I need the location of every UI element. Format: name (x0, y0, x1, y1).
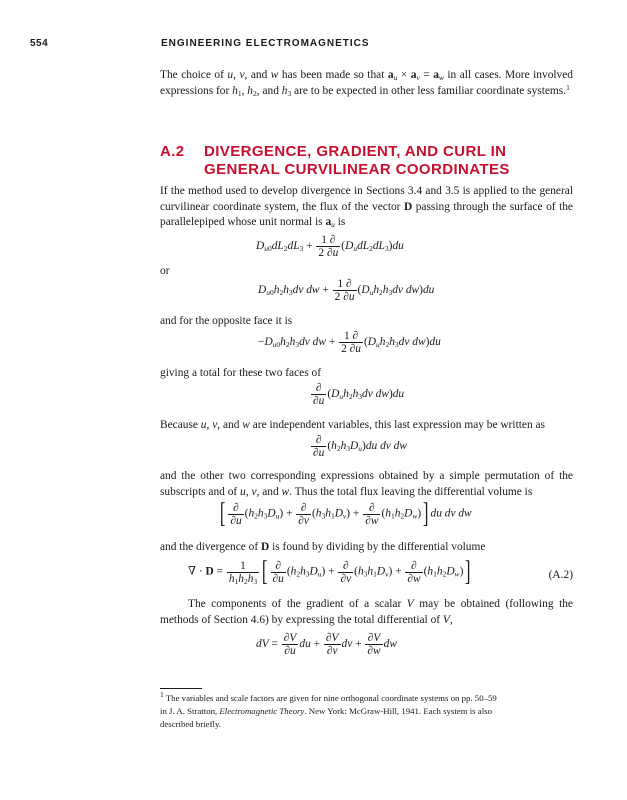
paragraph-text: , and (217, 419, 243, 431)
vector-symbol: D (403, 200, 413, 213)
equation-total-flux: [ $\frac{\partial}{\partial u}$ $(h_2h_3D_u)$ + $\frac{\partial}{\partial v}$ $(h_3h_1D_v)$ + $\frac{\partial}{\partial w}$ $(h_1h_2D_w)$] du dv dw (219, 498, 472, 529)
paragraph-text: Because (160, 419, 201, 431)
intro-text: has been made so that (278, 69, 388, 81)
paragraph-text: passing through the surface of the parallelepiped whose unit normal is (160, 200, 573, 229)
paragraph-text: and the divergence of (160, 541, 261, 553)
running-title: ENGINEERING ELECTROMAGNETICS (161, 38, 370, 49)
paragraph-text: is (334, 216, 346, 229)
equation-opposite-face: $-D_{u0}h_2h_3dv$ dw + $\frac{1 \partial}{2 \partial u}$ ($D_uh_2h_3dv$ dw)du (258, 330, 441, 355)
equation-flux-face-scaled: $D_{u0}h_2h_3dv$ dw + $\frac{1 \partial}{2 \partial u}$ ($D_uh_2h_3dv$ dw)du (258, 278, 435, 303)
vector-symbol: D (261, 541, 270, 553)
because-text: Because u, v, and w are independent variables, this last expression may be written as (160, 419, 545, 431)
footnote-text: . New York: McGraw-Hill, 1941. Each system is also (304, 706, 492, 717)
footnote-text: The variables and scale factors are given for nine orthogonal coordinate systems on pp. 50–59 (165, 693, 497, 703)
page-number: 554 (30, 38, 49, 49)
section-title-line2: GENERAL CURVILINEAR COORDINATES (204, 161, 510, 178)
intro-text: The choice of (160, 69, 228, 81)
paragraph-text: . Thus the total flux leaving the differential volume is (289, 485, 533, 498)
paragraph-text: , (449, 613, 453, 626)
section-number: A.2 (160, 143, 185, 160)
opposite-face-text: and for the opposite face it is (160, 315, 293, 327)
intro-paragraph: The choice of u, v, and w has been made so that $a_u \times a_v = a_w$ in all cases. More involved expressions for $h_1$, $h_2$, and $h_3$ are to be expected in other less familiar coordinate systems.$^1$ (160, 69, 573, 98)
intro-text: are to be expected in other less familiar coordinate systems. (291, 84, 567, 97)
footnote-rule (160, 688, 202, 689)
connector-or: or (160, 265, 170, 277)
total-faces-text: giving a total for these two faces of (160, 367, 321, 379)
unit-vector-symbol: a (325, 216, 332, 229)
paragraph-text: is found by dividing by the differential volume (269, 541, 486, 553)
equation-rewritten: $\frac{\partial}{\partial u}$ $(h_2h_3D_u)du$ dv dw (313, 434, 407, 459)
footnote-text: described briefly. (160, 719, 221, 730)
equation-total-differential: dV = $\frac{\partial V}{\partial u}$ du + $\frac{\partial V}{\partial v}$ dv + $\frac{\partial V}{\partial w}$ dw (256, 632, 397, 657)
footnote-book-title: Electromagnetic Theory (219, 706, 305, 717)
gradient-paragraph: The components of the gradient of a scalar V may be obtained (following the methods of Section 4.6) by expressing the total differential of V, (160, 598, 573, 626)
flux-paragraph: If the method used to develop divergence in Sections 3.4 and 3.5 is applied to the general curvilinear coordinate system, the flux of the vector D passing through the surface of the parallelepiped whose unit normal is $a_u$ is (160, 185, 573, 230)
paragraph-text: If the method used to develop divergence in Sections 3.4 and 3.5 is applied to the general curvilinear coordinate system, the flux of the vector (160, 185, 573, 213)
equation-total-two-faces: $\frac{\partial}{\partial u}$ ($D_uh_2h_3dv$ dw)du (313, 382, 405, 407)
paragraph-text: The components of the gradient of a scalar (188, 598, 407, 610)
paragraph-text: and the other two corresponding expressions obtained by a simple permutation of the subscripts and of (160, 470, 573, 498)
equation-flux-face: $D_{u0}dL_2dL_3$ + $\frac{1 \partial}{2 \partial u}$ $(D_udL_2dL_3)du$ (256, 234, 404, 259)
footnote-text: in J. A. Stratton, (160, 706, 220, 717)
paragraph-text: are independent variables, this last expression may be written as (249, 419, 545, 431)
intro-text: , and (244, 69, 271, 81)
equation-number: (A.2) (548, 569, 573, 581)
paragraph-text: , and (256, 485, 282, 498)
section-title-line1: DIVERGENCE, GRADIENT, AND CURL IN (204, 143, 507, 160)
footnote (160, 692, 560, 732)
footnote-marker: 1 (160, 690, 164, 699)
equation-divergence: ∇ · D = $\frac{1}{h_1h_2h_3}$ [ $\frac{\partial}{\partial u}$ $(h_2h_3D_u)$ + $\frac{\partial}{\partial v}$ $(h_3h_1D_v)$ + $\frac{\partial}{\partial w}$ $(h_1h_2D_w)$] (188, 556, 471, 587)
paragraph-text: may be obtained (following the methods of Section 4.6) by expressing the total differential of (160, 598, 573, 626)
intro-text: , and (256, 84, 282, 97)
intro-text: in all cases. More involved expressions for (160, 69, 573, 97)
divergence-text (160, 540, 573, 556)
permutation-text: and the other two corresponding expressions obtained by a simple permutation of the subscripts and of u, v, and w. Thus the total flux leaving the differential volume is (160, 470, 573, 498)
